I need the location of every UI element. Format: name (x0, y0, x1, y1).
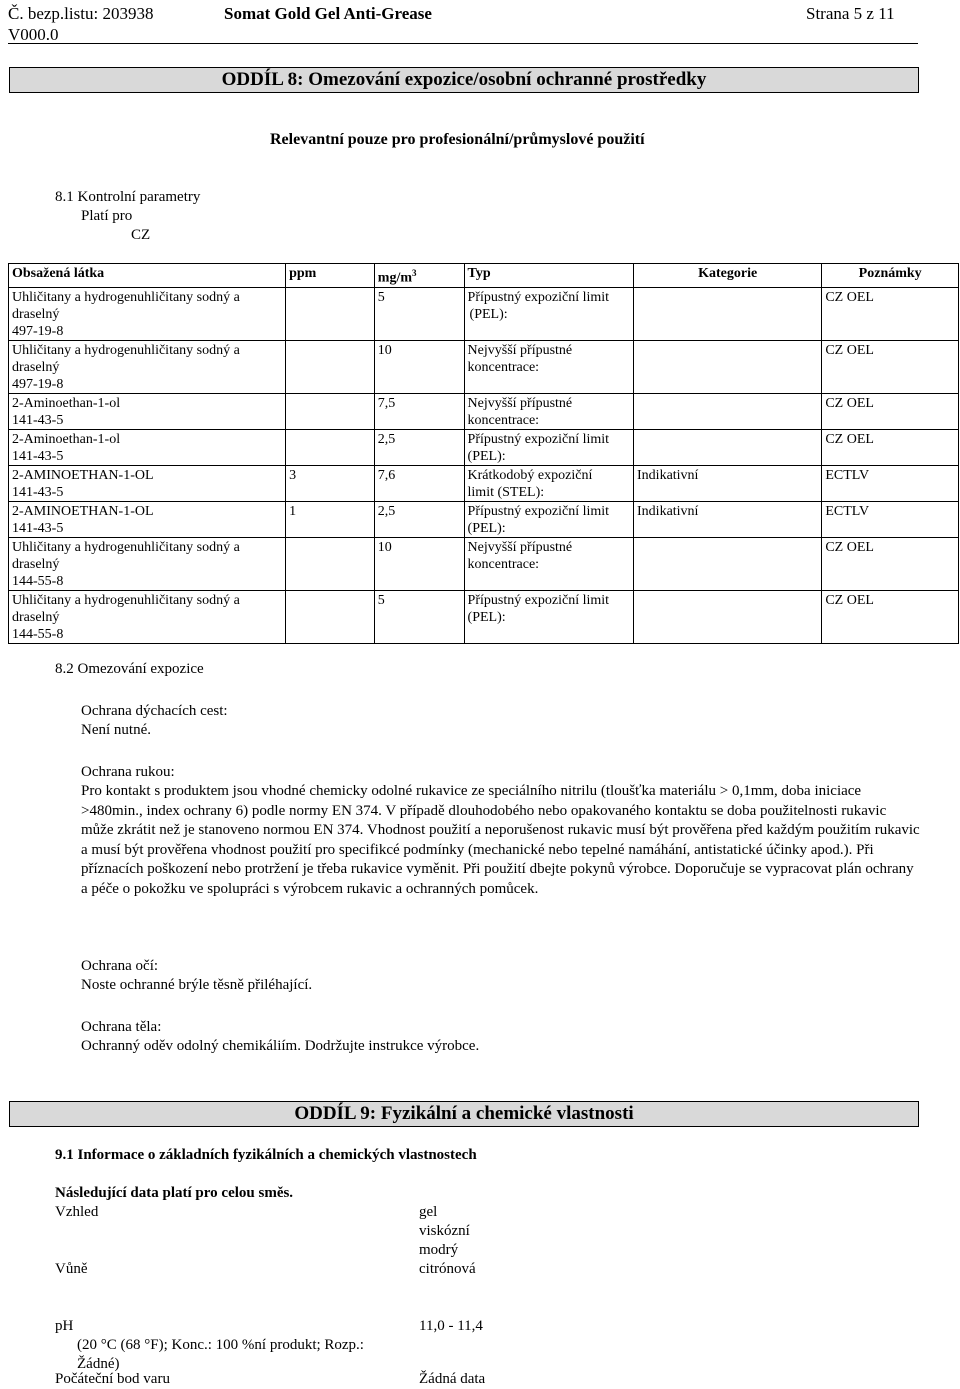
col-mg-sup: 3 (412, 268, 417, 278)
exposure-limits-table (8, 263, 959, 644)
cell-line: 497-19-8 (12, 376, 64, 392)
cell-line: 141-43-5 (12, 484, 64, 500)
cell-line: 141-43-5 (12, 412, 64, 428)
cell-substance (9, 340, 286, 393)
cell-type (464, 340, 633, 393)
appearance-label: Vzhled (55, 1204, 99, 1220)
cell-substance (9, 537, 286, 590)
cell-mg: 2,5 (374, 501, 464, 537)
col-ppm: ppm (286, 264, 375, 288)
cell-ppm (286, 340, 375, 393)
cell-notes: ECTLV (822, 501, 959, 537)
appearance-value-line: modrý (419, 1242, 459, 1258)
cell-line: koncentrace: (467, 359, 540, 375)
cell-line: 497-19-8 (12, 323, 64, 339)
cell-mg: 2,5 (374, 429, 464, 465)
respiratory-text: Není nutné. (81, 722, 151, 738)
col-substance: Obsažená látka (9, 264, 286, 288)
cell-category (634, 393, 822, 429)
cell-line: 144-55-8 (12, 573, 64, 589)
cell-line: 2-AMINOETHAN-1-OL (12, 503, 154, 519)
odor-label: Vůně (55, 1261, 88, 1277)
cell-notes: CZ OEL (822, 393, 959, 429)
header-rule (8, 43, 918, 44)
cell-line: Uhličitany a hydrogenuhličitany sodný a (12, 342, 240, 358)
eyes-text: Noste ochranné brýle těsně přiléhající. (81, 977, 313, 993)
cell-substance (9, 287, 286, 340)
cell-ppm: 1 (286, 501, 375, 537)
cell-line: 2-Aminoethan-1-ol (12, 395, 121, 411)
cell-line: (PEL): (467, 448, 506, 464)
cell-type (464, 537, 633, 590)
cell-line: Přípustný expoziční limit (467, 592, 610, 608)
product-name: Somat Gold Gel Anti-Grease (224, 4, 432, 23)
cell-type (464, 393, 633, 429)
boiling-point-value: Žádná data (419, 1371, 486, 1387)
cell-line: 2-Aminoethan-1-ol (12, 431, 121, 447)
cell-line: 2-AMINOETHAN-1-OL (12, 467, 154, 483)
table-header-row (9, 264, 959, 288)
cell-line: draselný (12, 306, 60, 322)
applies-value: CZ (131, 227, 151, 243)
cell-notes: CZ OEL (822, 590, 959, 643)
cell-type (464, 501, 633, 537)
doc-version: V000.0 (8, 25, 59, 44)
cell-ppm (286, 429, 375, 465)
cell-mg: 7,5 (374, 393, 464, 429)
cell-line: koncentrace: (467, 556, 540, 572)
table-row (9, 537, 959, 590)
cell-mg: 10 (374, 340, 464, 393)
cell-line: Přípustný expoziční limit (467, 289, 610, 305)
ph-value: 11,0 - 11,4 (419, 1318, 483, 1334)
appearance-value-line: gel (419, 1204, 438, 1220)
body-protection-label: Ochrana těla: (81, 1019, 162, 1035)
eyes-label: Ochrana očí: (81, 958, 159, 974)
cell-mg: 5 (374, 287, 464, 340)
odor-value: citrónová (419, 1261, 476, 1277)
cell-line: 141-43-5 (12, 448, 64, 464)
ph-label: pH (55, 1318, 74, 1334)
page-number: Strana 5 z 11 (806, 4, 895, 23)
cell-line: Nejvyšší přípustné (467, 539, 573, 555)
doc-number: Č. bezp.listu: 203938 (8, 4, 154, 23)
section8-title: ODDÍL 8: Omezování expozice/osobní ochranné prostředky (9, 67, 919, 93)
cell-line: Nejvyšší přípustné (467, 342, 573, 358)
table-row (9, 393, 959, 429)
boiling-point-label: Počáteční bod varu (55, 1371, 170, 1387)
body-protection-text: Ochranný oděv odolný chemikáliím. Dodržujte instrukce výrobce. (81, 1038, 480, 1054)
ph-conditions-line: (20 °C (68 °F); Konc.: 100 %ní produkt; Rozp.: (77, 1337, 364, 1353)
cell-type (464, 287, 633, 340)
cell-notes: CZ OEL (822, 537, 959, 590)
mixture-note: Následující data platí pro celou směs. (55, 1185, 294, 1201)
cell-substance (9, 590, 286, 643)
cell-line: Přípustný expoziční limit (467, 431, 610, 447)
cell-substance (9, 465, 286, 501)
cell-line: draselný (12, 359, 60, 375)
table-row (9, 287, 959, 340)
col-type: Typ (464, 264, 633, 288)
cell-notes: CZ OEL (822, 340, 959, 393)
cell-type (464, 465, 633, 501)
hands-text: Pro kontakt s produktem jsou vhodné chemicky odolné rukavice ze speciálního nitrilu (tloušťka materiálu > 0,1mm, doba iniciace >480min., index ochrany 6) podle normy EN 374. V případě dlouhodobého nebo opakovaného kontaktu se doba použitelnosti rukavic může zkrátit než je stanoveno normou EN 374. Vhodnost použití a neporušenost rukavic musí být prověřena před každým použitím rukavic a musí být prověřena vhodnost použití pro specifikcé podmínky (mechanické nebo tepelné namáhání, antistatické účinky apod.). Při příznacích poškození nebo protržení je třeba rukavice vyměnit. Při použití dbejte pokynů výrobce. Doporučuje se vypracovat plán ochrany a péče o pokožku ve spolupráci s výrobcem rukavic a ochranných pomůcek. (81, 783, 920, 897)
cell-line: Uhličitany a hydrogenuhličitany sodný a (12, 289, 240, 305)
cell-ppm (286, 537, 375, 590)
appearance-value (419, 1203, 470, 1260)
appearance-value-line: viskózní (419, 1223, 470, 1239)
subsection-9-1-title: 9.1 Informace o základních fyzikálních a chemických vlastnostech (55, 1147, 477, 1163)
table-row (9, 429, 959, 465)
cell-line: 141-43-5 (12, 520, 64, 536)
table-row (9, 465, 959, 501)
cell-category (634, 429, 822, 465)
cell-category (634, 340, 822, 393)
professional-use-note: Relevantní pouze pro profesionální/průmyslové použití (270, 131, 645, 148)
cell-line: Uhličitany a hydrogenuhličitany sodný a (12, 592, 240, 608)
cell-type (464, 590, 633, 643)
cell-line: draselný (12, 609, 60, 625)
cell-ppm (286, 590, 375, 643)
cell-line: (PEL): (467, 520, 506, 536)
ph-conditions-line: Žádné) (77, 1356, 120, 1372)
subsection-8-1-title: 8.1 Kontrolní parametry (55, 189, 201, 205)
table-row (9, 590, 959, 643)
cell-category (634, 287, 822, 340)
cell-line: draselný (12, 556, 60, 572)
cell-ppm (286, 287, 375, 340)
cell-substance (9, 393, 286, 429)
col-category: Kategorie (634, 264, 822, 288)
subsection-8-2-title: 8.2 Omezování expozice (55, 661, 204, 677)
cell-line: 144-55-8 (12, 626, 64, 642)
col-mg (374, 264, 464, 288)
cell-category (634, 537, 822, 590)
cell-ppm (286, 393, 375, 429)
cell-line: limit (STEL): (467, 484, 545, 500)
cell-line: Krátkodobý expoziční (467, 467, 593, 483)
cell-line: Nejvyšší přípustné (467, 395, 573, 411)
cell-mg: 7,6 (374, 465, 464, 501)
cell-line: koncentrace: (467, 412, 540, 428)
hands-label: Ochrana rukou: (81, 764, 175, 780)
col-notes: Poznámky (822, 264, 959, 288)
cell-substance (9, 429, 286, 465)
cell-category: Indikativní (634, 501, 822, 537)
col-mg-label: mg/m (377, 270, 412, 286)
cell-category: Indikativní (634, 465, 822, 501)
cell-mg: 10 (374, 537, 464, 590)
cell-notes: CZ OEL (822, 287, 959, 340)
cell-mg: 5 (374, 590, 464, 643)
cell-line: (PEL): (469, 306, 508, 322)
cell-ppm: 3 (286, 465, 375, 501)
cell-line: Přípustný expoziční limit (467, 503, 610, 519)
cell-line: (PEL): (467, 609, 506, 625)
cell-notes: ECTLV (822, 465, 959, 501)
ph-conditions (77, 1336, 364, 1374)
cell-substance (9, 501, 286, 537)
cell-category (634, 590, 822, 643)
respiratory-label: Ochrana dýchacích cest: (81, 703, 228, 719)
applies-label: Platí pro (81, 208, 133, 224)
table-row (9, 501, 959, 537)
section9-title: ODDÍL 9: Fyzikální a chemické vlastnosti (9, 1101, 919, 1127)
table-row (9, 340, 959, 393)
cell-notes: CZ OEL (822, 429, 959, 465)
cell-line: Uhličitany a hydrogenuhličitany sodný a (12, 539, 240, 555)
cell-type (464, 429, 633, 465)
